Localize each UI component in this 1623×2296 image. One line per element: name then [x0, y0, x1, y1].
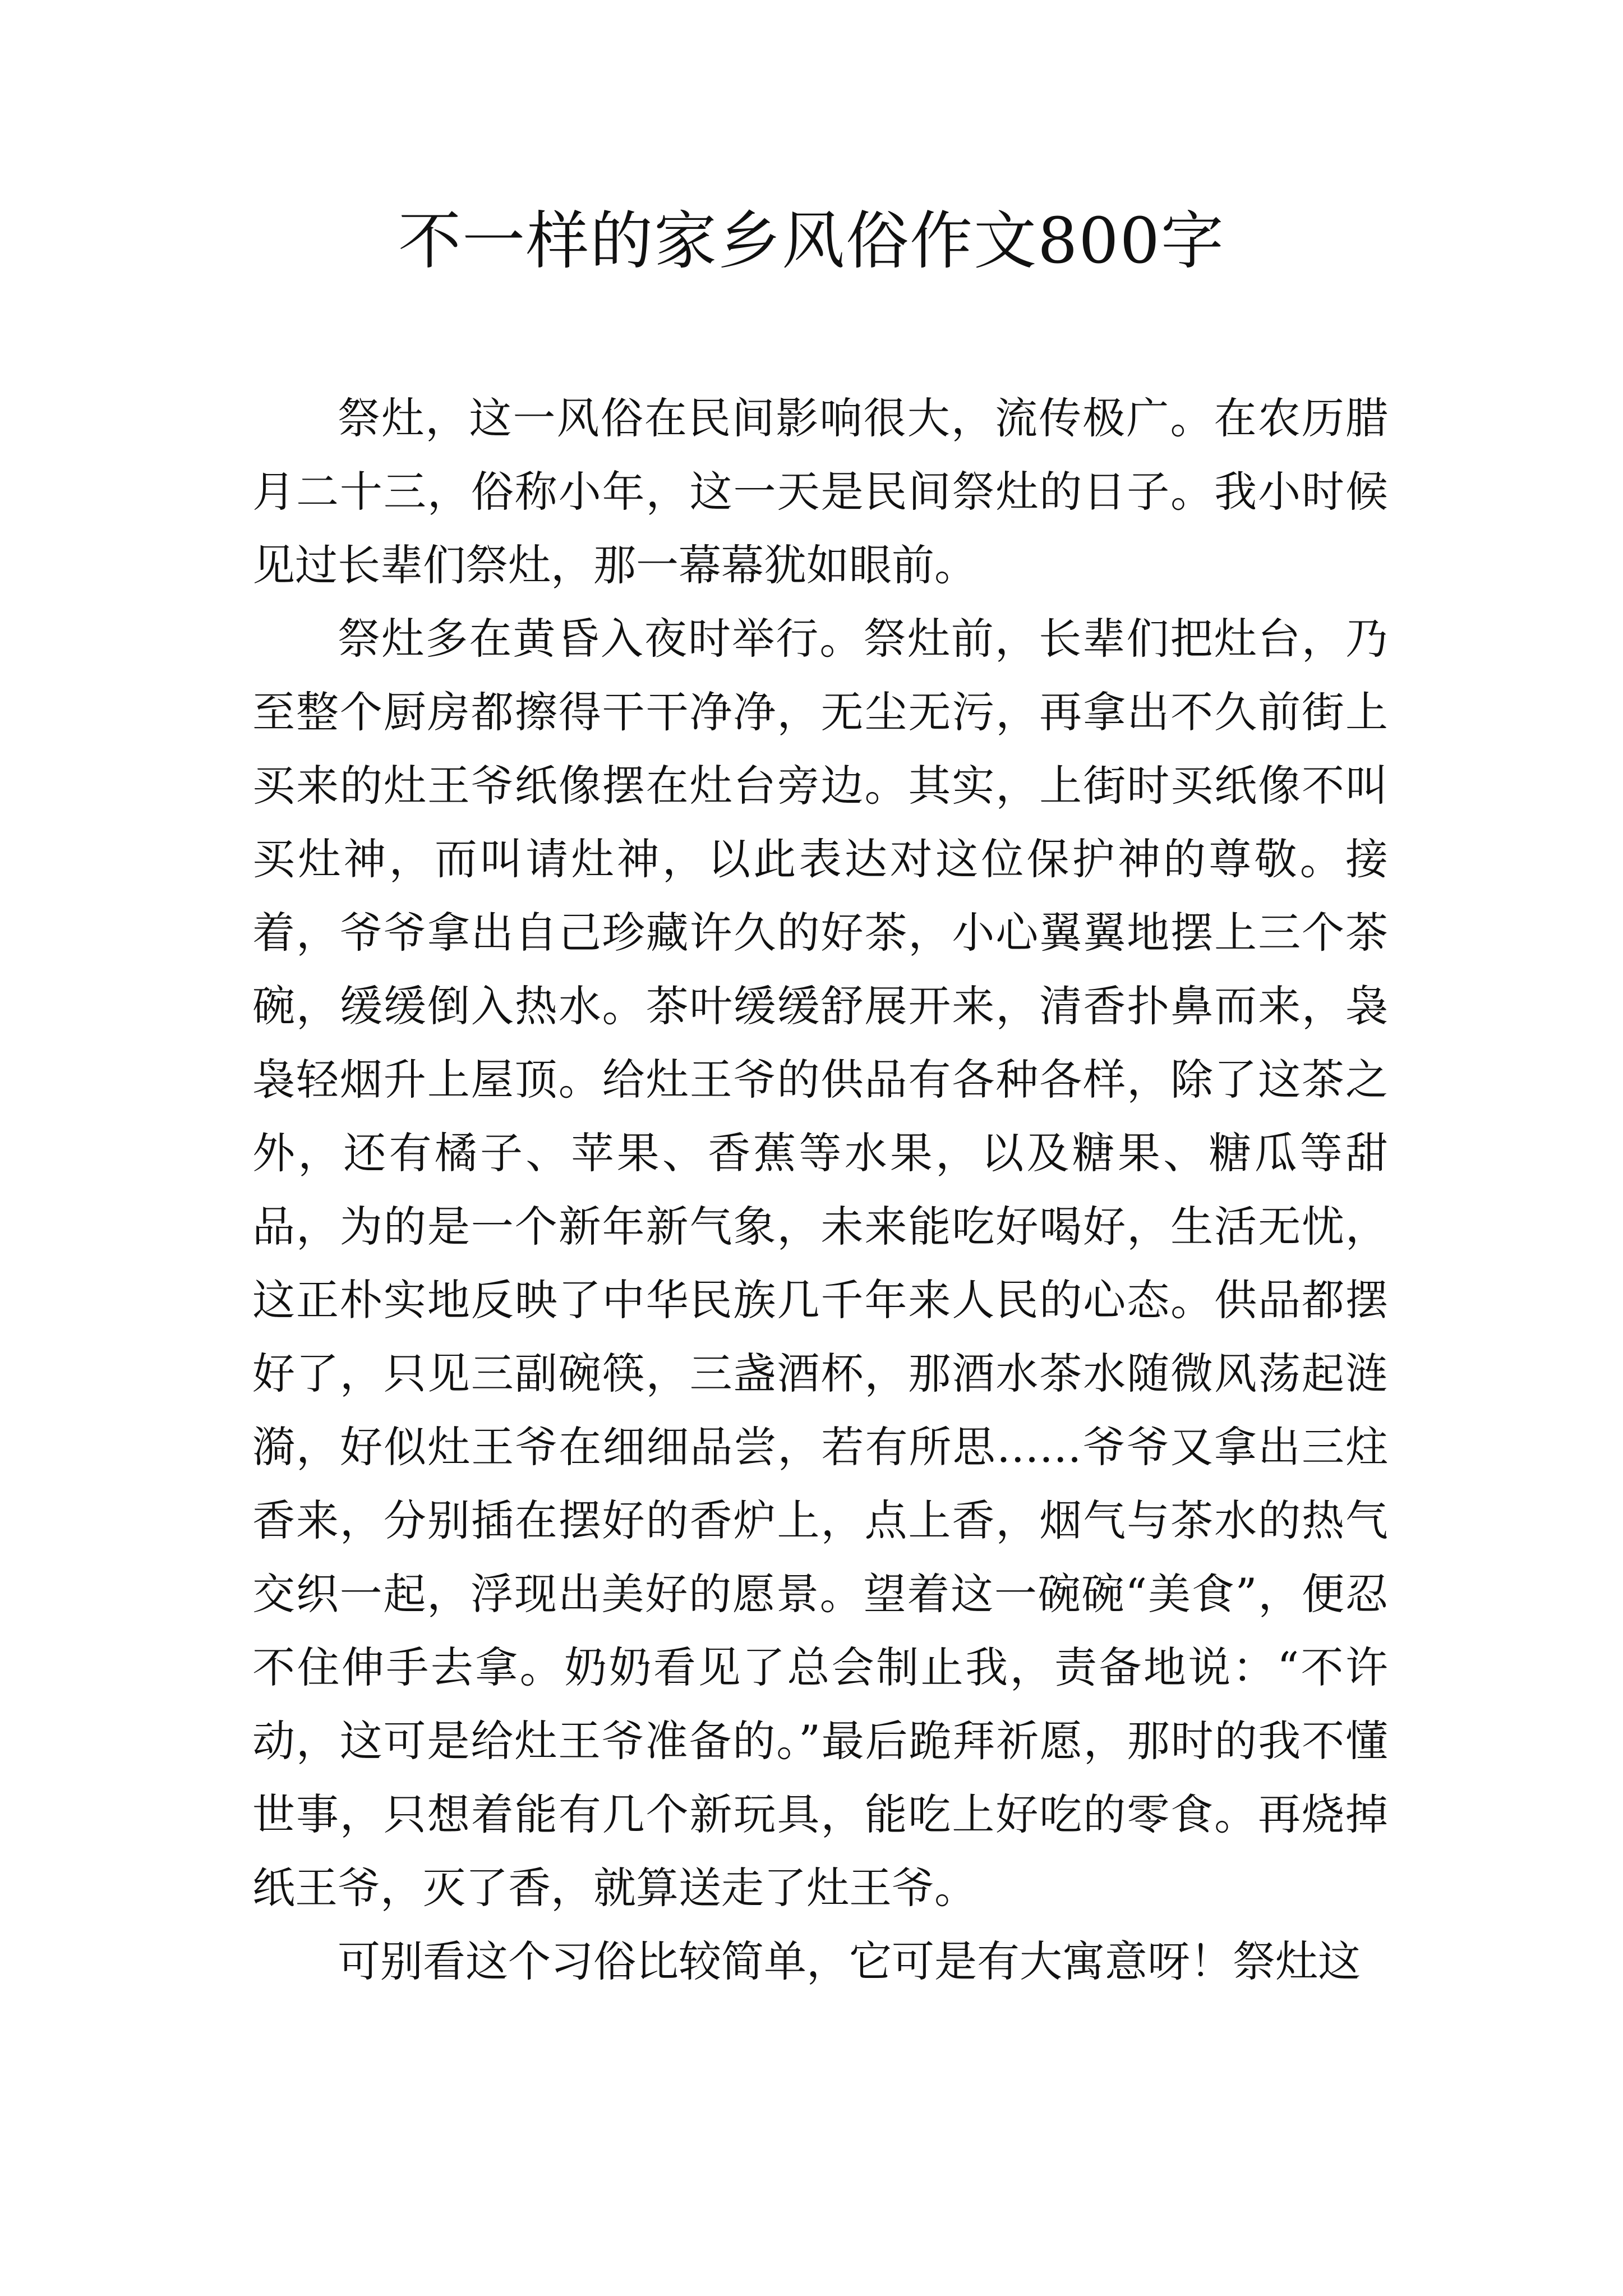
document-body: [252, 381, 1388, 1998]
paragraph-2: 祭灶多在黄昏入夜时举行。祭灶前，长辈们把灶台，乃至整个厨房都擦得干干净净，无尘无污，再拿出不久前街上买来的灶王爷纸像摆在灶台旁边。其实，上街时买纸像不叫买灶神，而叫请灶神，以此表达对这位保护神的尊敬。接着，爷爷拿出自己珍藏许久的好茶，小心翼翼地摆上三个茶碗，缓缓倒入热水。茶叶缓缓舒展开来，清香扑鼻而来，袅袅轻烟升上屋顶。给灶王爷的供品有各种各样，除了这茶之外，还有橘子、苹果、香蕉等水果，以及糖果、糖瓜等甜品，为的是一个新年新气象，未来能吃好喝好，生活无忧，这正朴实地反映了中华民族几千年来人民的心态。供品都摆好了，只见三副碗筷，三盏酒杯，那酒水茶水随微风荡起涟漪，好似灶王爷在细细品尝，若有所思……爷爷又拿出三炷香来，分别插在摆好的香炉上，点上香，烟气与茶水的热气交织一起，浮现出美好的愿景。望着这一碗碗“美食”，便忍不住伸手去拿。奶奶看见了总会制止我，责备地说：“不许动，这可是给灶王爷准备的。”最后跪拜祈愿，那时的我不懂世事，只想着能有几个新玩具，能吃上好吃的零食。再烧掉纸王爷，灭了香，就算送走了灶王爷。: [252, 614, 1388, 1913]
paragraph-1: 祭灶，这一风俗在民间影响很大，流传极广。在农历腊月二十三，俗称小年，这一天是民间祭灶的日子。我小时候见过长辈们祭灶，那一幕幕犹如眼前。: [252, 393, 1388, 590]
document-title: 不一样的家乡风俗作文800字: [398, 205, 1225, 278]
paragraph-3: 可别看这个习俗比较简单，它可是有大寓意呀！祭灶这: [338, 1936, 1361, 1986]
